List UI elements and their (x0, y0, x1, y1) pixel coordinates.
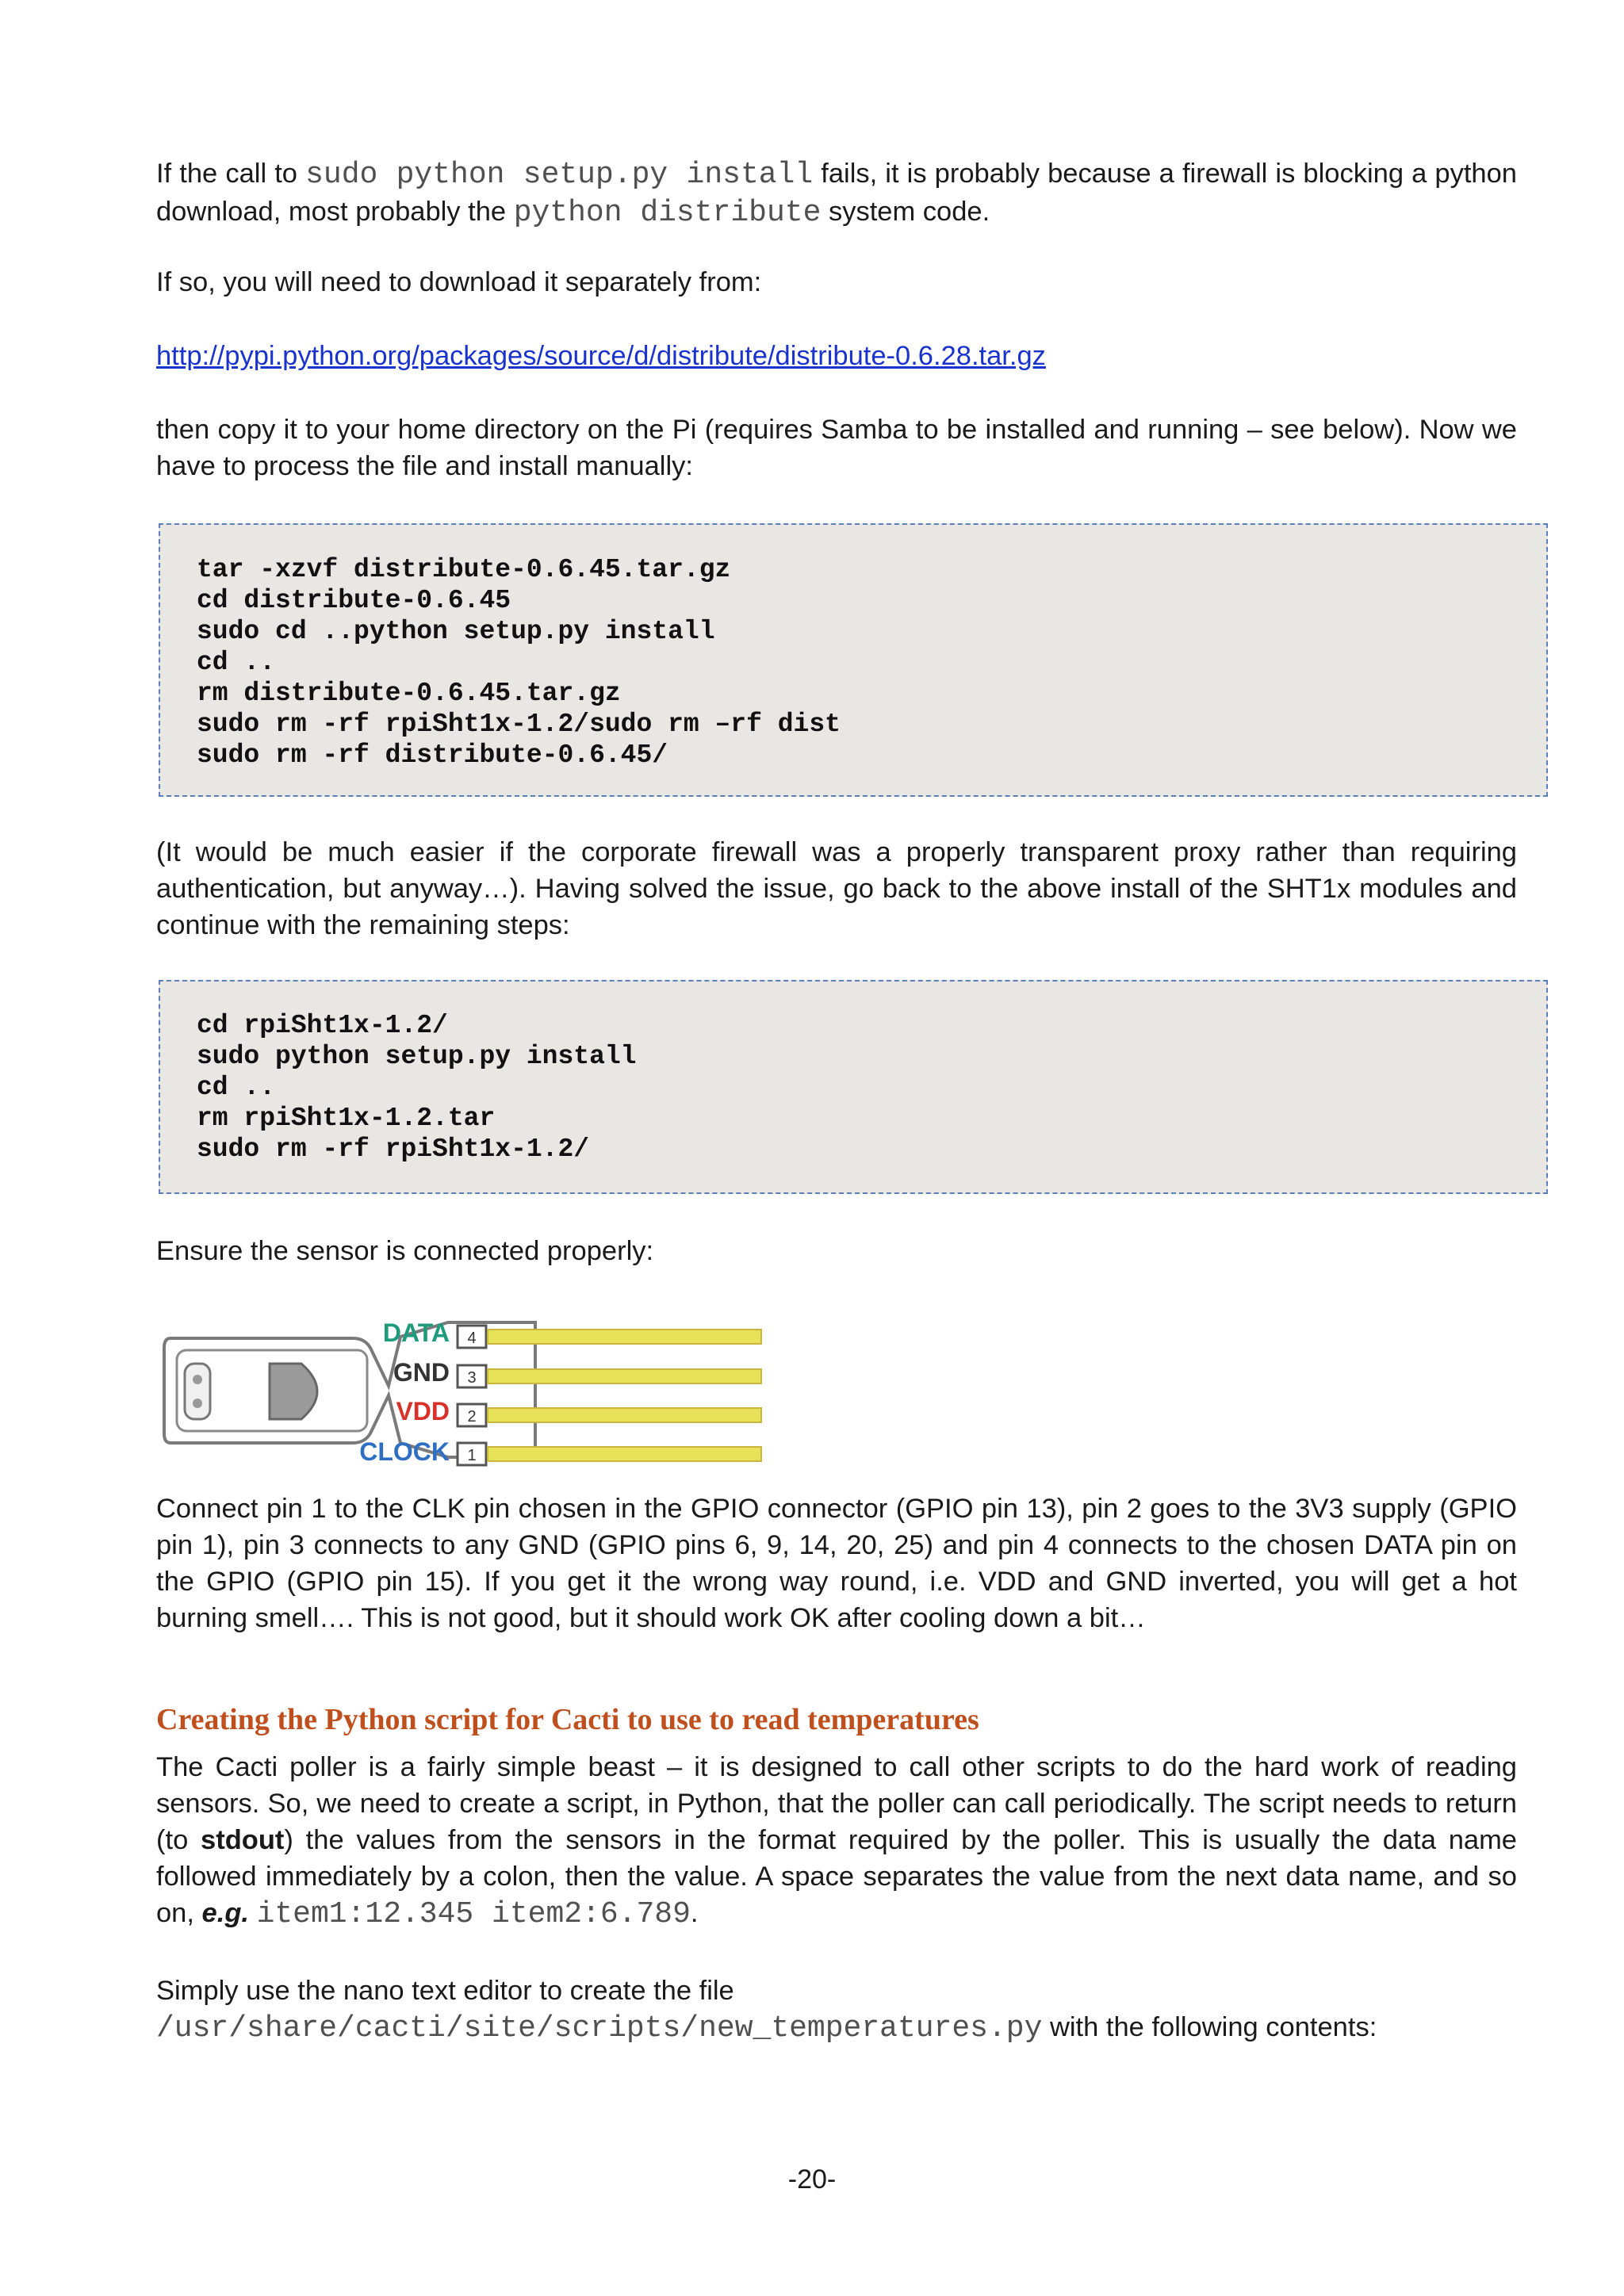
inline-code: sudo python setup.py install (305, 158, 814, 192)
inline-code: item1:12.345 item2:6.789 (256, 1897, 691, 1931)
gnd-wire (488, 1369, 761, 1383)
cacti-poller-paragraph: The Cacti poller is a fairly simple beast – it is designed to call other scripts to do the hard work of reading sensors. So, we need to create a script, in Python, that the poller can call periodically. The script needs to return (to stdout) the values from the sensors in the format required by the poller. This is usually the data name followed immediately by a colon, then the value. A space separates the value from the next data name, and so on, e.g. item1:12.345 item2:6.789. (156, 1752, 1517, 1931)
download-paragraph: If so, you will need to download it separately from: (156, 267, 762, 297)
svg-text:CLOCK: CLOCK (359, 1437, 450, 1466)
code-line: tar -xzvf distribute-0.6.45.tar.gz (197, 555, 731, 584)
code-line: sudo rm -rf distribute-0.6.45/ (197, 740, 668, 770)
code-block-2 (159, 980, 1548, 1194)
code-line: cd .. (197, 648, 276, 677)
clock-wire (488, 1447, 761, 1461)
svg-text:1: 1 (467, 1447, 477, 1464)
nano-paragraph: Simply use the nano text editor to create the file /usr/share/cacti/site/scripts/new_temperatures.py with the following contents: (156, 1976, 1377, 2045)
code-line: sudo rm -rf rpiSht1x-1.2/sudo rm –rf dist (197, 710, 841, 739)
download-link[interactable]: http://pypi.python.org/packages/source/d/distribute/distribute-0.6.28.tar.gz (156, 341, 1046, 371)
sensor-paragraph: Ensure the sensor is connected properly: (156, 1236, 654, 1266)
download-link-line (156, 338, 1517, 374)
sensor-wiring-figure (163, 1307, 765, 1473)
svg-text:VDD: VDD (396, 1397, 450, 1425)
svg-text:4: 4 (467, 1330, 477, 1347)
code-block-1 (159, 523, 1548, 797)
code-line: rm distribute-0.6.45.tar.gz (197, 679, 621, 708)
section-heading: Creating the Python script for Cacti to use to read temperatures (156, 1703, 979, 1736)
code-line: cd .. (197, 1073, 276, 1102)
firewall-paragraph: (It would be much easier if the corporate firewall was a properly transparent proxy rather than requiring authentication, but anyway…). Having solved the issue, go back to the above install of the SHT1x modules and continue with the remaining steps: (156, 837, 1517, 940)
svg-text:2: 2 (467, 1408, 477, 1425)
inline-code: python distribute (513, 196, 822, 230)
data-wire (488, 1330, 761, 1344)
pin-clock (359, 1437, 761, 1466)
code-line: sudo cd ..python setup.py install (197, 617, 715, 646)
intro-paragraph: If the call to sudo python setup.py install fails, it is probably because a firewall is blocking a python download, most probably the python distribute system code. (156, 158, 1517, 230)
copy-paragraph: then copy it to your home directory on the Pi (requires Samba to be installed and running – see below). Now we have to process the file and install manually: (156, 415, 1517, 481)
page-number: -20- (787, 2164, 837, 2195)
code-line: rm rpiSht1x-1.2.tar (197, 1104, 496, 1133)
code-line: cd rpiSht1x-1.2/ (197, 1011, 448, 1040)
code-line: cd distribute-0.6.45 (197, 586, 511, 615)
pin-data (383, 1318, 761, 1348)
svg-text:GND: GND (393, 1358, 450, 1387)
svg-text:DATA: DATA (382, 1318, 450, 1347)
code-line: sudo rm -rf rpiSht1x-1.2/ (197, 1135, 590, 1164)
code-line: sudo python setup.py install (197, 1042, 637, 1071)
vdd-wire (488, 1408, 761, 1422)
inline-code: /usr/share/cacti/site/scripts/new_temperatures.py (156, 2011, 1043, 2045)
stdout-bold: stdout (201, 1825, 285, 1855)
pin-gnd (393, 1358, 761, 1387)
pin-connection-paragraph: Connect pin 1 to the CLK pin chosen in the GPIO connector (GPIO pin 13), pin 2 goes to the 3V3 supply (GPIO pin 1), pin 3 connects to any GND (GPIO pins 6, 9, 14, 20, 25) and pin 4 connects to the chosen DATA pin on the GPIO (GPIO pin 15). If you get it the wrong way round, i.e. VDD and GND inverted, you will get a hot burning smell…. This is not good, but it should work OK after cooling down a bit… (156, 1494, 1517, 1633)
svg-text:3: 3 (467, 1369, 477, 1387)
